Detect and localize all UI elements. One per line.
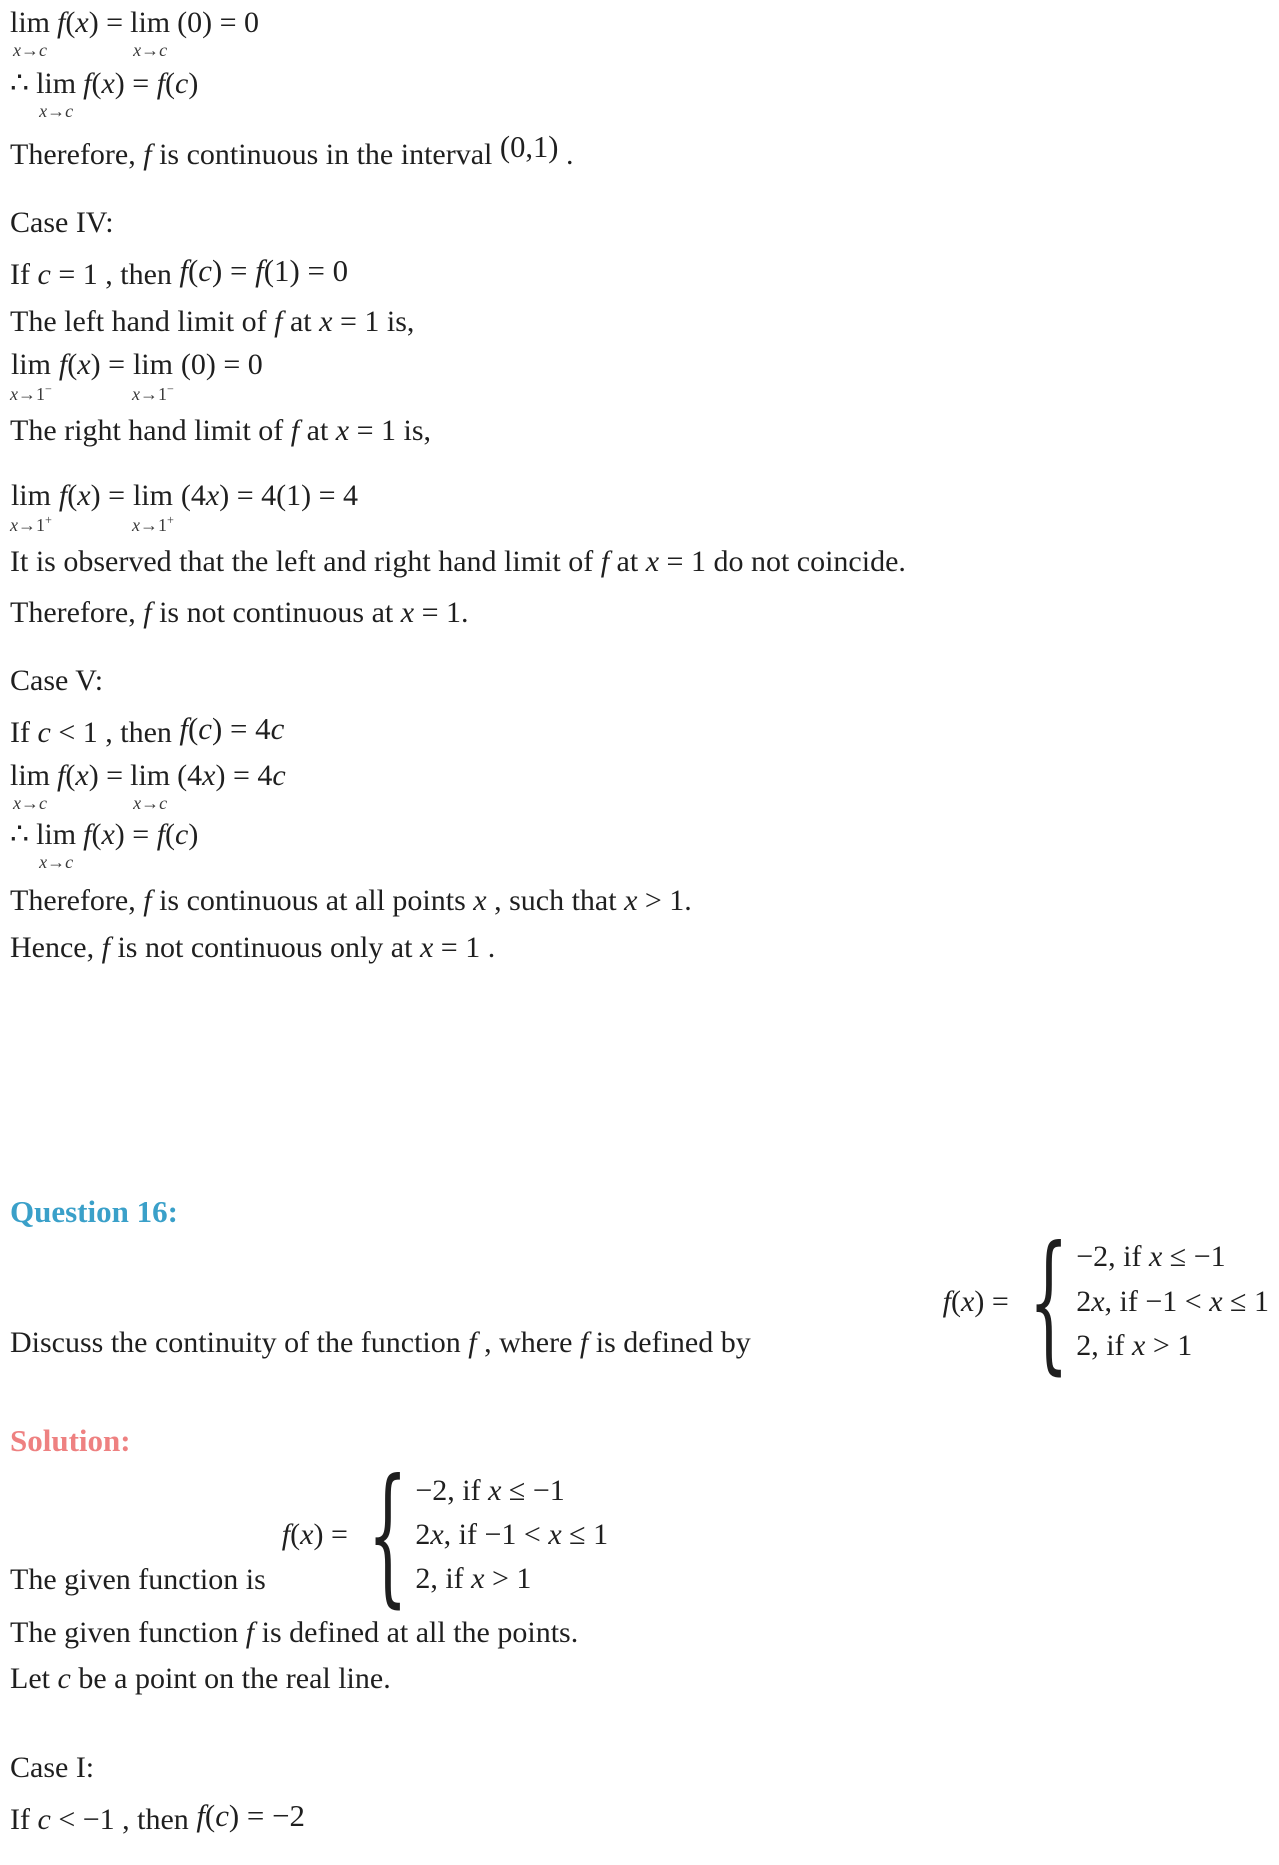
equation-body: f(x) = bbox=[58, 478, 125, 512]
limit-operator bbox=[10, 8, 50, 59]
inline-formula: f(c) = f(1) = 0 bbox=[179, 252, 349, 288]
case-iv-hypothesis bbox=[10, 254, 1269, 295]
equation-lim-f-equals-lim-0 bbox=[10, 8, 1269, 59]
continuity-interval-statement bbox=[10, 130, 1269, 175]
inline-formula: f(c) = −2 bbox=[196, 1798, 305, 1834]
case-v-conclusion-2: Hence, f is not continuous only at x = 1 . bbox=[10, 931, 496, 965]
limit-operator bbox=[10, 347, 52, 404]
statement-period: . bbox=[566, 138, 574, 171]
equation-therefore-lim-f-equals-fc-2 bbox=[10, 817, 1269, 872]
limit-operator bbox=[10, 478, 52, 535]
lim-word: lim bbox=[130, 6, 171, 39]
lim-word: lim bbox=[130, 758, 171, 792]
question-16-body bbox=[10, 1214, 1269, 1389]
lim-subscript: x→c bbox=[13, 792, 47, 813]
equation-right-hand-limit bbox=[10, 478, 1269, 535]
lim-word: lim bbox=[10, 758, 51, 792]
right-hand-limit-label: The right hand limit of f at x = 1 is, bbox=[10, 413, 432, 447]
equation-body: (0) = 0 bbox=[177, 6, 260, 39]
given-function-label: The given function is bbox=[10, 1563, 266, 1597]
limit-operator bbox=[130, 8, 170, 59]
lim-subscript: x→c bbox=[39, 851, 74, 872]
lim-subscript: x→1+ bbox=[132, 512, 174, 535]
piecewise-cases bbox=[1076, 1235, 1269, 1368]
piecewise-case-3: 2, if x > 1 bbox=[1076, 1329, 1193, 1363]
limit-operator bbox=[132, 478, 174, 535]
left-hand-limit-label: The left hand limit of f at x = 1 is, bbox=[10, 305, 415, 339]
lim-word: lim bbox=[132, 347, 173, 381]
function-lhs: f(x) = bbox=[942, 1284, 1009, 1318]
lim-subscript: x→1− bbox=[10, 381, 52, 404]
lim-subscript: x→c bbox=[133, 792, 168, 813]
equation-body: (4x) = 4c bbox=[177, 758, 286, 792]
piecewise-case-2: 2x, if −1 < x ≤ 1 bbox=[1076, 1284, 1269, 1318]
function-lhs: f(x) = bbox=[281, 1518, 348, 1552]
equation-body: (4x) = 4(1) = 4 bbox=[180, 478, 359, 512]
piecewise-cases bbox=[415, 1469, 608, 1602]
piecewise-function-question bbox=[942, 1214, 1269, 1389]
defined-at-all-points-statement: The given function f is defined at all the points. bbox=[10, 1616, 579, 1650]
case-iv-conclusion: Therefore, f is not continuous at x = 1. bbox=[10, 596, 469, 630]
case-v-hypothesis bbox=[10, 712, 1269, 753]
limit-operator bbox=[36, 817, 77, 872]
lim-subscript: x→1+ bbox=[10, 512, 52, 535]
solution-given-function bbox=[10, 1448, 1269, 1623]
interval-notation: (0,1) bbox=[499, 130, 559, 164]
lim-word: lim bbox=[10, 6, 51, 39]
lim-word: lim bbox=[10, 347, 51, 381]
hypothesis-text: If c < 1 , then bbox=[10, 715, 180, 749]
lim-word: lim bbox=[10, 478, 51, 512]
piecewise-brace: { bbox=[367, 1448, 408, 1623]
hypothesis-text: If c = 1 , then bbox=[10, 257, 180, 291]
lim-word: lim bbox=[36, 817, 77, 851]
lim-subscript: x→c bbox=[13, 40, 47, 60]
limit-operator bbox=[130, 758, 171, 813]
equation-therefore-lim-f-equals-fc bbox=[10, 69, 1269, 120]
lim-subscript: x→c bbox=[133, 40, 168, 60]
therefore-symbol: ∴ bbox=[10, 817, 30, 851]
piecewise-case-1: −2, if x ≤ −1 bbox=[1076, 1240, 1226, 1274]
equation-body: f(x) = bbox=[57, 6, 124, 39]
equation-body: (0) = 0 bbox=[180, 347, 263, 381]
limit-operator bbox=[10, 758, 51, 813]
equation-body: f(x) = bbox=[57, 758, 124, 792]
piecewise-case-3: 2, if x > 1 bbox=[415, 1562, 532, 1596]
equation-body: f(x) = f(c) bbox=[83, 817, 199, 851]
let-c-statement: Let c be a point on the real line. bbox=[10, 1661, 391, 1695]
inline-formula: f(c) = 4c bbox=[179, 710, 285, 746]
limit-operator bbox=[132, 347, 174, 404]
case-i-hypothesis bbox=[10, 1799, 1269, 1840]
therefore-symbol: ∴ bbox=[10, 67, 30, 100]
question-16-heading: Question 16: bbox=[10, 1193, 178, 1229]
case-iv-heading: Case IV: bbox=[10, 205, 114, 239]
lim-word: lim bbox=[132, 478, 173, 512]
lim-word: lim bbox=[36, 67, 77, 100]
lim-subscript: x→c bbox=[39, 101, 74, 121]
question-text: Discuss the continuity of the function f , where f is defined by bbox=[10, 1325, 751, 1359]
case-i-heading: Case I: bbox=[10, 1751, 95, 1785]
piecewise-function-solution bbox=[281, 1448, 609, 1623]
equation-body: f(x) = f(c) bbox=[83, 67, 199, 100]
piecewise-case-1: −2, if x ≤ −1 bbox=[415, 1473, 565, 1507]
observation-statement: It is observed that the left and right hand limit of f at x = 1 do not coincide. bbox=[10, 544, 906, 578]
lim-subscript: x→1− bbox=[132, 381, 174, 404]
hypothesis-text: If c < −1 , then bbox=[10, 1803, 197, 1837]
limit-operator bbox=[36, 69, 76, 120]
equation-lim-4x bbox=[10, 758, 1269, 813]
piecewise-case-2: 2x, if −1 < x ≤ 1 bbox=[415, 1517, 609, 1551]
solution-heading: Solution: bbox=[10, 1422, 131, 1458]
equation-body: f(x) = bbox=[58, 347, 125, 381]
piecewise-brace: { bbox=[1028, 1214, 1069, 1389]
statement-text: Therefore, f is continuous in the interval bbox=[10, 138, 500, 171]
case-v-conclusion-1: Therefore, f is continuous at all points x , such that x > 1. bbox=[10, 883, 692, 917]
case-v-heading: Case V: bbox=[10, 663, 104, 697]
equation-left-hand-limit bbox=[10, 347, 1269, 404]
